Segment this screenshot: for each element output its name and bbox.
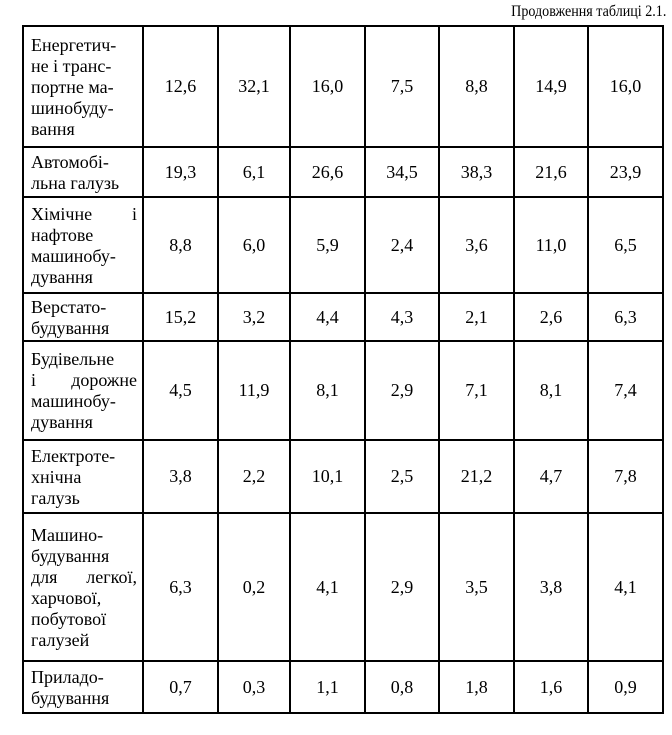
row-label [23,293,143,341]
table-cell: 8,8 [439,26,514,147]
table-cell: 4,1 [588,513,663,661]
table-cell: 2,2 [218,440,290,513]
table-cell: 2,4 [365,197,439,293]
row-label [23,341,143,440]
table-cell: 1,1 [290,661,365,713]
table-cell: 10,1 [290,440,365,513]
row-label-line: Машино- [31,524,104,545]
table-cell: 7,1 [439,341,514,440]
row-label-line: будування [31,317,110,338]
row-label-line: шинобуду- [31,97,114,118]
row-label-line: машинобу- [31,245,116,266]
row-label [23,513,143,661]
table-cell: 6,3 [143,513,218,661]
row-label-line: нафтове [31,224,94,245]
table-cell: 2,9 [365,513,439,661]
table-cell: 8,1 [514,341,588,440]
table-cell: 14,9 [514,26,588,147]
table-cell: 4,4 [290,293,365,341]
table-row [23,513,663,661]
table-cell: 1,6 [514,661,588,713]
table-cell: 16,0 [588,26,663,147]
table-row [23,341,663,440]
table-cell: 6,5 [588,197,663,293]
table-row [23,293,663,341]
table-cell: 2,9 [365,341,439,440]
row-label-line: льна галузь [31,172,120,193]
table-cell: 21,2 [439,440,514,513]
table-row [23,26,663,147]
table-cell: 34,5 [365,147,439,197]
table-cell: 32,1 [218,26,290,147]
row-label-line: хнічна [31,466,82,487]
table-cell: 26,6 [290,147,365,197]
table-row [23,440,663,513]
row-label-line: Будівельне [31,349,115,369]
table-cell: 2,1 [439,293,514,341]
table-cell: 2,5 [365,440,439,513]
table-cell: 0,2 [218,513,290,661]
row-label-line: Електроте- [31,445,116,466]
table-cell: 3,6 [439,197,514,293]
row-label-line: будування [31,687,110,708]
row-label [23,197,143,293]
table-cell: 4,1 [290,513,365,661]
row-label-line: портне ма- [31,76,114,97]
row-label-line: Приладо- [31,666,104,687]
table-cell: 6,0 [218,197,290,293]
table-cell: 2,6 [514,293,588,341]
row-label-line: Енергетич- [31,34,117,55]
table-cell: 8,1 [290,341,365,440]
row-label-line: машинобу- [31,391,116,411]
table-cell: 11,9 [218,341,290,440]
table-cell: 11,0 [514,197,588,293]
row-label-line: галузей [31,629,90,650]
table-cell: 21,6 [514,147,588,197]
table-cell: 23,9 [588,147,663,197]
table-cell: 4,3 [365,293,439,341]
table-cell: 15,2 [143,293,218,341]
table-cell: 16,0 [290,26,365,147]
row-label-line: Автомобі- [31,151,109,172]
row-label-line: вання [31,118,75,139]
table-cell: 7,8 [588,440,663,513]
row-label-line: будування [31,545,110,566]
table-cell: 6,1 [218,147,290,197]
table-cell: 0,8 [365,661,439,713]
row-label [23,147,143,197]
row-label-line: для легкої, [31,566,137,587]
table-cell: 0,3 [218,661,290,713]
row-label-line: побутової [31,608,107,629]
row-label-line: і дорожне [31,370,137,390]
table-cell: 0,9 [588,661,663,713]
row-label-line: харчової, [31,587,102,608]
row-label-line: не і транс- [31,55,112,76]
row-label [23,26,143,147]
table-cell: 7,4 [588,341,663,440]
table-row [23,197,663,293]
table-cell: 3,5 [439,513,514,661]
table-caption: Продовження таблиці 2.1. [510,3,666,20]
table-cell: 7,5 [365,26,439,147]
table-row [23,147,663,197]
row-label-line: дування [31,412,93,432]
table-row [23,661,663,713]
table-cell: 4,7 [514,440,588,513]
table-cell: 3,2 [218,293,290,341]
table-cell: 3,8 [143,440,218,513]
row-label-line: галузь [31,487,80,508]
table-cell: 0,7 [143,661,218,713]
row-label-line: дування [31,266,93,287]
table-cell: 5,9 [290,197,365,293]
row-label [23,440,143,513]
table-cell: 38,3 [439,147,514,197]
table-cell: 12,6 [143,26,218,147]
row-label [23,661,143,713]
table-cell: 8,8 [143,197,218,293]
table-cell: 6,3 [588,293,663,341]
row-label-line: Хімічне і [31,203,137,224]
table-cell: 1,8 [439,661,514,713]
table-cell: 19,3 [143,147,218,197]
table-cell: 3,8 [514,513,588,661]
table-cell: 4,5 [143,341,218,440]
industry-table [22,25,664,714]
row-label-line: Верстато- [31,296,107,317]
